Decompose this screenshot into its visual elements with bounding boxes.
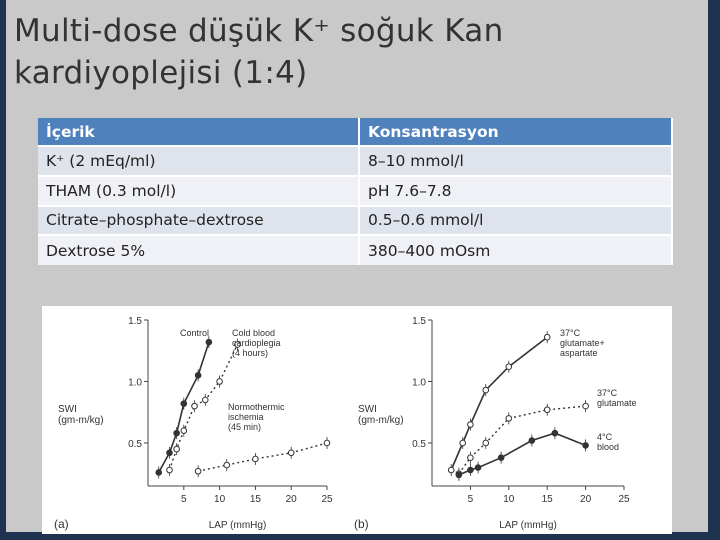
table-cell-component: K⁺ (2 mEq/ml)	[38, 146, 359, 176]
slide-title: Multi-dose düşük K⁺ soğuk Kan kardiyoplejisi (1:4)	[14, 13, 504, 91]
data-point	[324, 440, 330, 446]
table-cell-concentration: 8–10 mmol/l	[359, 146, 672, 176]
table-header-row	[38, 118, 672, 146]
x-tick-label: 15	[249, 494, 261, 505]
data-point	[552, 430, 558, 436]
table-cell-component: Citrate–phosphate–dextrose	[38, 206, 359, 236]
table-cell-component: Dextrose 5%	[38, 235, 359, 265]
table-row	[38, 206, 672, 236]
data-point	[483, 440, 489, 446]
y-axis-label: SWI (gm-m/kg)	[358, 404, 404, 426]
panel-label: (a)	[54, 517, 69, 531]
y-tick-label: 0.5	[128, 438, 142, 450]
x-tick-label: 5	[181, 494, 187, 505]
x-axis-label: LAP (mmHg)	[499, 520, 557, 531]
data-point	[468, 467, 474, 473]
panel-label: (b)	[354, 517, 369, 531]
data-point	[468, 422, 474, 428]
series-label: 37°C glutamate	[597, 388, 637, 408]
x-tick-label: 25	[321, 494, 333, 505]
data-point	[498, 455, 504, 461]
y-tick-label: 0.5	[412, 438, 426, 450]
data-point	[506, 416, 512, 422]
x-tick-label: 5	[467, 494, 474, 505]
series-line	[198, 443, 327, 471]
swi-figure	[42, 306, 672, 534]
data-point	[448, 467, 454, 473]
data-point	[544, 334, 550, 340]
table-row	[38, 235, 672, 265]
series-label: Cold blood cardioplegia (4 hours)	[232, 328, 281, 358]
series-label: Normothermic ischemia (45 min)	[228, 402, 285, 432]
data-point	[483, 387, 489, 393]
series-label: 37°C glutamate+ aspartate	[560, 328, 605, 358]
x-tick-label: 20	[580, 494, 592, 505]
table-cell-component: THAM (0.3 mol/l)	[38, 176, 359, 206]
data-point	[224, 462, 230, 468]
slide-frame-right	[708, 0, 720, 540]
data-point	[288, 450, 294, 456]
table-row	[38, 146, 672, 176]
x-tick-label: 15	[541, 494, 553, 505]
y-tick-label: 1.0	[128, 377, 142, 389]
y-tick-label: 1.5	[128, 316, 142, 327]
data-point	[174, 430, 180, 436]
header-concentration: Konsantrasyon	[359, 118, 672, 146]
x-tick-label: 25	[618, 494, 630, 505]
data-point	[468, 455, 474, 461]
data-point	[167, 467, 173, 473]
y-tick-label: 1.5	[412, 316, 426, 327]
data-point	[544, 407, 550, 413]
x-axis-label: LAP (mmHg)	[208, 520, 267, 531]
data-point	[202, 397, 208, 403]
composition-table	[38, 118, 673, 265]
series-label: Control	[180, 328, 210, 338]
series-label: 4°C blood	[597, 432, 620, 452]
data-point	[253, 456, 259, 462]
table-cell-concentration: 0.5–0.6 mmol/l	[359, 206, 672, 236]
data-point	[206, 339, 212, 345]
table-cell-concentration: 380–400 mOsm	[359, 235, 672, 265]
data-point	[529, 438, 535, 444]
data-point	[460, 440, 466, 446]
slide-frame-left	[0, 0, 6, 540]
x-tick-label: 20	[285, 494, 297, 505]
swi-charts	[42, 306, 672, 534]
table-cell-concentration: pH 7.6–7.8	[359, 176, 672, 206]
data-point	[167, 450, 173, 456]
x-tick-label: 10	[214, 494, 226, 505]
y-tick-label: 1.0	[412, 377, 426, 389]
data-point	[217, 379, 223, 385]
data-point	[181, 401, 187, 407]
data-point	[195, 468, 201, 474]
data-point	[583, 403, 589, 409]
header-content: İçerik	[38, 118, 359, 146]
data-point	[506, 364, 512, 370]
x-tick-label: 10	[503, 494, 515, 505]
table-row	[38, 176, 672, 206]
data-point	[174, 446, 180, 452]
data-point	[181, 428, 187, 434]
data-point	[475, 465, 481, 471]
data-point	[583, 443, 589, 449]
data-point	[156, 470, 162, 476]
data-point	[195, 373, 201, 379]
data-point	[456, 472, 462, 478]
series-line	[451, 337, 547, 470]
data-point	[192, 403, 198, 409]
y-axis-label: SWI (gm-m/kg)	[58, 404, 104, 426]
